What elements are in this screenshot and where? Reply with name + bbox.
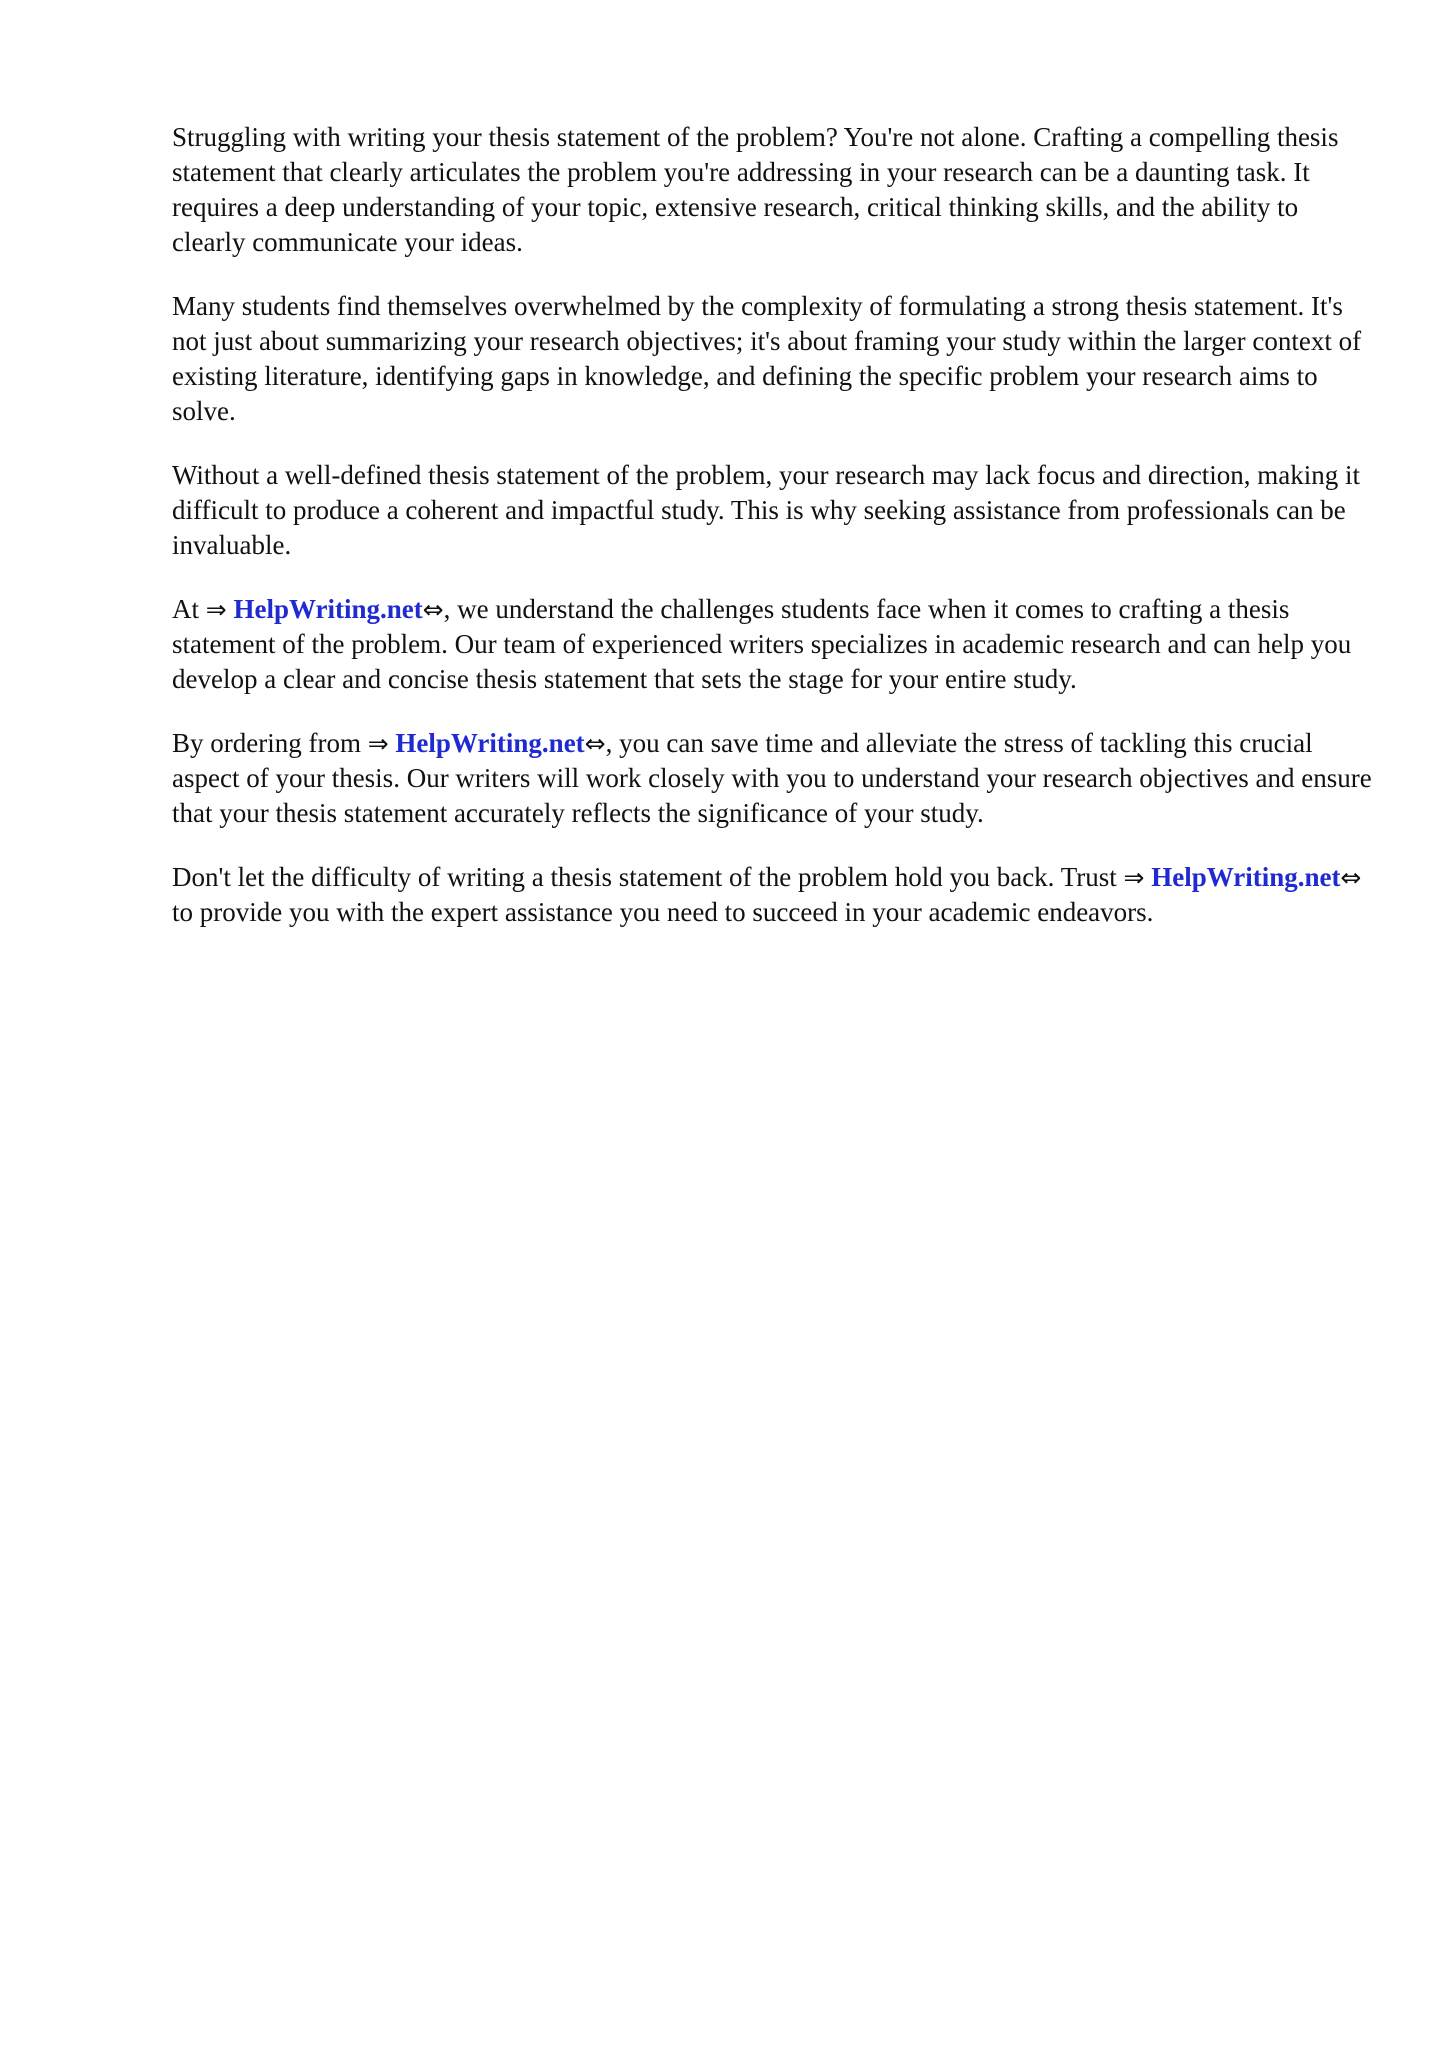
paragraph-text-before: Don't let the difficulty of writing a thesis statement of the problem hold you back. Trust [172,862,1124,892]
left-right-double-arrow-icon: ⇔ [422,595,444,624]
right-double-arrow-icon: ⇒ [367,729,389,758]
paragraph-text-before: At [172,594,206,624]
paragraph-text-before: By ordering from [172,728,368,758]
helpwriting-link[interactable]: HelpWriting.net [1151,862,1341,892]
left-right-double-arrow-icon: ⇔ [584,729,606,758]
paragraph-ordering [172,726,1372,831]
paragraph-text-after: to provide you with the expert assistance you need to succeed in your academic endeavors. [172,897,1154,927]
paragraph-text-after: , you can save time and alleviate the stress of tackling this crucial aspect of your thesis. Our writers will work closely with you to understand your research objectives and ensure that your thesis statement accurately reflects the significance of your study. [172,728,1372,828]
document-page [172,120,1372,959]
paragraph-text-after: , we understand the challenges students face when it comes to crafting a thesis statement of the problem. Our team of experienced writers specializes in academic research and can help you develop a clear and concise thesis statement that sets the stage for your entire study. [172,594,1352,694]
helpwriting-link[interactable]: HelpWriting.net [395,728,585,758]
paragraph-at-helpwriting [172,592,1372,697]
paragraph-trust [172,860,1372,930]
left-right-double-arrow-icon: ⇔ [1340,863,1362,892]
right-double-arrow-icon: ⇒ [1123,863,1145,892]
helpwriting-link[interactable]: HelpWriting.net [233,594,423,624]
paragraph-overwhelmed: Many students find themselves overwhelmed by the complexity of formulating a strong thesis statement. It's not just about summarizing your research objectives; it's about framing your study within the larger context of existing literature, identifying gaps in knowledge, and defining the specific problem your research aims to solve. [172,291,1362,426]
paragraph-focus: Without a well-defined thesis statement of the problem, your research may lack focus and direction, making it difficult to produce a coherent and impactful study. This is why seeking assistance from professionals can be invaluable. [172,460,1361,560]
right-double-arrow-icon: ⇒ [205,595,227,624]
paragraph-intro: Struggling with writing your thesis statement of the problem? You're not alone. Crafting a compelling thesis statement that clearly articulates the problem you're addressing in your research can be a daunting task. It requires a deep understanding of your topic, extensive research, critical thinking skills, and the ability to clearly communicate your ideas. [172,122,1339,257]
